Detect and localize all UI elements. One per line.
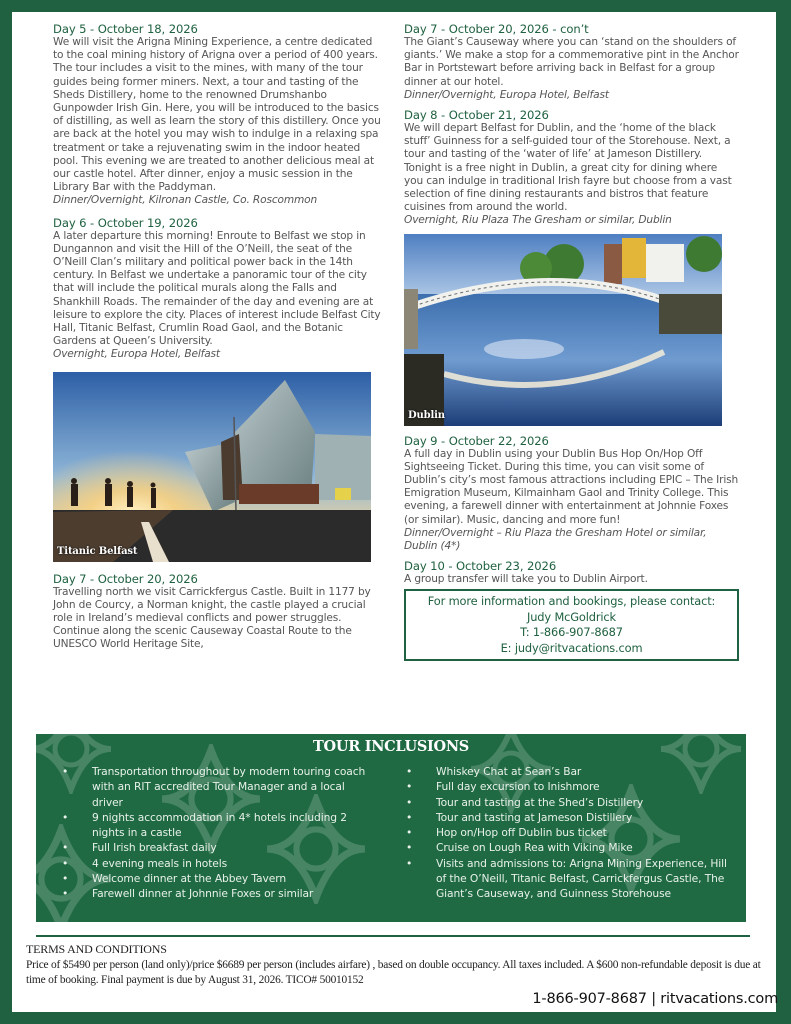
itinerary-day-10 (404, 559, 739, 586)
tour-inclusions-panel (36, 734, 746, 922)
day-title: Day 5 - October 18, 2026 (53, 22, 198, 36)
day-title: Day 9 - October 22, 2026 (404, 433, 549, 448)
day-title: Day 7 - October 20, 2026 (53, 571, 198, 586)
inclusion-item: • Visits and admissions to: Arigna Mining Experience, Hill of the O’Neill, Titanic Belfast, Carrickfergus Castle, The Giant’s Causeway, and Guinness Storehouse (406, 856, 727, 901)
contact-email[interactable]: E: judy@ritvacations.com (500, 640, 643, 655)
bullet-icon: • (406, 765, 413, 778)
day-description: A later departure this morning! Enroute to Belfast we stop in Dungannon and visit the Hill of the O’Neill, the seat of the O’Neill Clan’s military and political power back in the 14th century. In Belfast we undertake a panoramic tour of the city that will include the political murals along the Falls and Shankhill Roads. The remainder of the day and evening are at leisure to explore the city. Places of interest include Belfast City Hall, Titanic Belfast, Crumlin Road Gaol, and the Botanic Gardens at Queen’s University. (53, 229, 381, 348)
inclusion-item: • Transportation throughout by modern touring coach with an RIT accredited Tour Manager and a local driver (62, 765, 366, 809)
day-overnight: Dinner/Overnight, Europa Hotel, Belfast (404, 88, 609, 101)
inclusions-title: TOUR INCLUSIONS (313, 738, 469, 755)
itinerary-day-8 (404, 108, 739, 228)
itinerary-day-7-continued (404, 22, 739, 102)
contact-intro: For more information and bookings, please contact: (427, 594, 716, 609)
day-description: A full day in Dublin using your Dublin Bus Hop On/Hop Off Sightseeing Ticket. During this time, you can visit some of Dublin’s city’s most famous attractions including EPIC – The Irish Emigration Museum, Kilmainham Gaol and Trinity College. This evening, a farewell dinner with entertainment at Johnnie Foxes (or similar). Music, dancing and more fun! (404, 447, 739, 526)
itinerary-day-6 (53, 216, 383, 362)
inclusion-item: • Full day excursion to Inishmore (406, 780, 600, 794)
dublin-photo (404, 234, 722, 426)
day-overnight: Dinner/Overnight, Kilronan Castle, Co. Roscommon (53, 194, 318, 207)
titanic-belfast-photo (53, 372, 371, 562)
bullet-icon: • (62, 841, 69, 855)
day-overnight: Dinner/Overnight – Riu Plaza the Gresham Hotel or similar, Dublin (4*) (404, 526, 707, 553)
inclusion-item: • 4 evening meals in hotels (62, 856, 228, 870)
brochure-page (12, 12, 776, 1012)
contact-name: Judy McGoldrick (527, 609, 616, 624)
inclusion-item: • Welcome dinner at the Abbey Tavern (62, 872, 286, 886)
inclusion-item: • 9 nights accommodation in 4* hotels including 2 nights in a castle (62, 810, 347, 840)
bullet-icon: • (62, 887, 69, 901)
inclusions-list-left (42, 764, 372, 902)
inclusion-item: • Full Irish breakfast daily (62, 841, 217, 855)
bullet-icon: • (406, 856, 413, 870)
photo-caption: Dublin (408, 410, 445, 422)
right-column (404, 22, 739, 661)
day-overnight: Overnight, Riu Plaza The Gresham or similar, Dublin (404, 214, 672, 227)
inclusion-item: • Whiskey Chat at Sean’s Bar (406, 765, 582, 778)
day-description: We will depart Belfast for Dublin, and the ‘home of the black stuff’ Guinness for a self-guided tour of the Storehouse. Next, a tour and tasting of the ‘water of life’ at Jameson Distillery. Tonight is a free night in Dublin, a great city for dining where you can indulge in traditional Irish fayre but choose from a vast selection of fine dining restaurants and bistros that feature cuisines from around the world. (404, 122, 732, 214)
dublin-image (404, 234, 722, 426)
photo-caption: Titanic Belfast (57, 546, 138, 558)
bullet-icon: • (406, 841, 413, 855)
day-title: Day 8 - October 21, 2026 (404, 108, 549, 123)
day-description: The Giant’s Causeway where you can ‘stand on the shoulders of giants.’ We make a stop for a commemorative pint in the Anchor Bar in Portstewart before arriving back in Belfast for a group dinner at our hotel. (404, 36, 739, 88)
day-overnight: Overnight, Europa Hotel, Belfast (53, 348, 220, 361)
bullet-icon: • (406, 795, 413, 809)
footer-contact[interactable]: 1-866-907-8687 | ritvacations.com (532, 991, 778, 1007)
terms-and-conditions (26, 942, 766, 989)
day-description: Travelling north we visit Carrickfergus Castle. Built in 1177 by John de Courcy, a Norman knight, the castle played a crucial role in Ireland’s medieval conflicts and power struggles. Continue along the scenic Causeway Coastal Route to the UNESCO World Heritage Site, (53, 585, 371, 651)
bullet-icon: • (406, 826, 413, 840)
inclusion-item: • Tour and tasting at the Shed’s Distillery (406, 795, 644, 809)
left-column (53, 22, 383, 658)
bullet-icon: • (62, 856, 69, 870)
terms-body: Price of $5490 per person (land only)/price $6689 per person (includes airfare) , based on double occupancy. All taxes included. A $600 non-refundable deposit is due at time of booking. Final payment is due by August 31, 2026. TICO# 50010152 (26, 958, 761, 986)
day-title: Day 7 - October 20, 2026 - con’t (404, 22, 589, 36)
bullet-icon: • (62, 765, 69, 778)
day-description: A group transfer will take you to Dublin Airport. (404, 573, 648, 586)
inclusion-item: • Farewell dinner at Johnnie Foxes or similar (62, 887, 314, 901)
terms-title: TERMS AND CONDITIONS (26, 942, 167, 956)
contact-phone[interactable]: T: 1-866-907-8687 (520, 625, 623, 640)
inclusion-item: • Hop on/Hop off Dublin bus ticket (406, 826, 607, 840)
itinerary-day-5 (53, 22, 383, 208)
inclusions-list-right (386, 764, 736, 902)
day-title: Day 10 - October 23, 2026 (404, 559, 557, 574)
inclusion-item: • Tour and tasting at Jameson Distillery (406, 810, 633, 824)
contact-box (404, 589, 739, 661)
itinerary-day-9 (404, 434, 739, 554)
bullet-icon: • (62, 872, 69, 886)
bullet-icon: • (406, 810, 413, 824)
itinerary-day-7 (53, 572, 383, 652)
inclusion-item: • Cruise on Lough Rea with Viking Mike (406, 841, 633, 855)
section-divider (36, 935, 750, 937)
day-title: Day 6 - October 19, 2026 (53, 215, 198, 230)
bullet-icon: • (406, 780, 413, 794)
day-description: We will visit the Arigna Mining Experience, a centre dedicated to the coal mining history of Arigna over a period of 400 years. The tour includes a visit to the mines, with many of the tour guides being former miners. Next, a tour and tasting of the Sheds Distillery, home to the renowned Drumshanbo Gunpowder Irish Gin. Here, you will be introduced to the basics of distilling, as well as learn the story of this distillery. Once you are back at the hotel you may wish to indulge in a relaxing spa treatment or take a rejuvenating swim in the indoor heated pool. This evening we are treated to another delicious meal at our castle hotel. After dinner, enjoy a music session in the Library Bar with the Paddyman. (53, 36, 381, 194)
titanic-belfast-image (53, 372, 371, 562)
bullet-icon: • (62, 810, 69, 824)
